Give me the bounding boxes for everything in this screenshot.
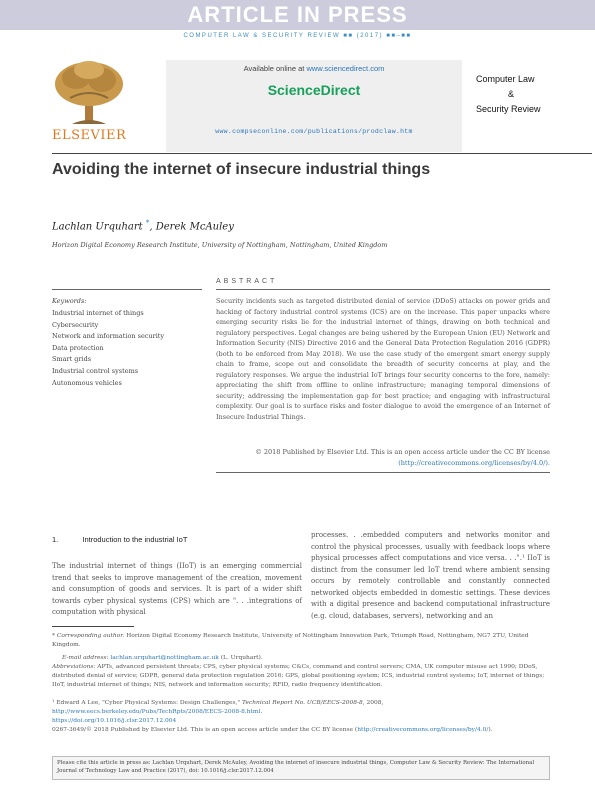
body-column-right: processes. . .embedded computers and networks monitor and control the physical processes, usually with feedback loops where physical processes affect computations and vice versa. . .".¹ IIoT is distinct from the consumer led IoT trend where ambient sensing occurs by remotely controllable and constantly connected networked objects embedded in domestic settings. These devices with a digital presence and backend computational infrastructure (e.g. cloud, databases, servers), networking and an: [311, 531, 550, 620]
doi-line: [52, 717, 550, 726]
issn-line: [52, 726, 550, 735]
affiliation: Horizon Digital Economy Research Institute, University of Nottingham, Nottingham, United Kingdom: [52, 241, 388, 249]
keywords-rule: [52, 289, 202, 290]
available-online: [166, 64, 462, 73]
keyword: Industrial control systems: [52, 366, 139, 375]
footnote-1-link[interactable]: http://www.eecs.berkeley.edu/Pubs/TechRpts/2008/EECS-2008-8.html: [52, 709, 261, 715]
corresponding-label: * Corresponding author.: [52, 633, 125, 639]
keyword: Industrial internet of things: [52, 309, 144, 317]
journal-homepage-link[interactable]: www.compseconline.com/publications/prodclaw.htm: [215, 128, 413, 135]
keyword: Network and information security: [52, 332, 165, 341]
email-footnote: [52, 654, 550, 663]
author-list: [52, 219, 234, 232]
keywords-heading: Keywords:: [52, 297, 87, 305]
abstract-end-rule: [216, 472, 550, 473]
abbreviations-text: APTs, advanced persistent threats; CPS, cyber physical systems; C&Cs, command and control servers; CMA, UK computer misuse act 1990; DDoS, distributed denial of service; GDPR, general data protection regulation 2016; GPS, global positioning system; ICS, industrial control systems; IoT, internet of things; IIoT, industrial internet of things; NIS, network and information security; RFID, radio frequency identification.: [52, 664, 545, 688]
issn-end: ).: [488, 727, 493, 733]
keyword: Cybersecurity: [52, 320, 99, 329]
section-title: Introduction to the industrial IoT: [82, 535, 188, 544]
header-box: [166, 60, 462, 152]
corresponding-footnote: [52, 632, 550, 650]
abbreviations-label: Abbreviations:: [52, 664, 96, 670]
keyword: Smart grids: [52, 355, 92, 364]
citation-box: Please cite this article in press as: Lachlan Urquhart, Derek McAuley, Avoiding the internet of insecure industrial things, Computer Law & Security Review: The International Journal of Technology Law and Practice (2017), doi: 10.1016/j.clsr.2017.12.004: [52, 756, 550, 780]
email-suffix: (L. Urquhart).: [218, 655, 263, 661]
journal-running-head: COMPUTER LAW & SECURITY REVIEW ■■ (2017) ■■–■■: [183, 33, 412, 39]
journal-name-line2: &: [508, 89, 515, 99]
journal-name-line1: Computer Law: [476, 74, 535, 84]
copyright-line: © 2018 Published by Elsevier Ltd. This is an open access article under the CC BY license: [255, 448, 550, 456]
sciencedirect-link[interactable]: www.sciencedirect.com: [306, 64, 385, 73]
article-title: Avoiding the internet of insecure industrial things: [52, 161, 431, 178]
journal-name: [476, 72, 586, 117]
email-label: E-mail address:: [62, 655, 111, 661]
section-number: 1.: [52, 535, 59, 544]
keyword: Autonomous vehicles: [52, 378, 122, 387]
publisher-wordmark: ELSEVIER: [52, 128, 127, 143]
issn-text: 0267-3649/© 2018 Published by Elsevier Ltd. This is an open access article under the CC BY license (: [52, 727, 358, 733]
sciencedirect-logo: ScienceDirect: [267, 82, 361, 98]
corresponding-address: Horizon Digital Economy Research Institute, University of Nottingham Innovation Park, Triumph Road, Nottingham, NG7 2TU, United Kingdom.: [52, 633, 529, 648]
elsevier-tree-logo: [52, 58, 126, 128]
abstract-text: Security incidents such as targeted distributed denial of service (DDoS) attacks on power grids and hacking of factory industrial control systems (ICS) are on the increase. This paper unpacks where emerging security risks lie for the industrial internet of things, drawing on both technical and regulatory perspectives. Legal changes are being ushered by the European Union (EU) Network and Information Security (NIS) Directive 2016 and the General Data Protection Regulation 2016 (GDPR) (both to be enforced from May 2018). We use the case study of the emergent smart energy supply chain to frame, scope out and consolidate the breadth of security concerns at play, and the regulatory responses. We argue the industrial IoT brings four security concerns to the fore, namely: appreciating the shift from offline to online infrastructure; managing temporal dimensions of security; addressing the implementation gap for best practice; and engaging with infrastructural complexity. Our goal is to surface risks and foster dialogue to avoid the emergence of an Internet of Insecure Industrial Things.: [216, 297, 550, 421]
abstract-copyright: [216, 447, 550, 468]
email-link[interactable]: lachlan.urquhart@nottingham.ac.uk: [110, 655, 219, 661]
corresponding-mark[interactable]: *: [145, 219, 150, 227]
footnote-1-text: ¹ Edward A Lee, "Cyber Physical Systems: Design Challenges,": [52, 700, 242, 706]
abstract-heading: ABSTRACT: [216, 278, 278, 285]
keyword: Data protection: [52, 343, 104, 352]
footnote-rule: [52, 626, 134, 627]
footnote-1-report: Technical Report No. UCB/EECS-2008-8: [241, 700, 363, 706]
available-prefix: Available online at: [243, 64, 307, 73]
footnote-1: [52, 699, 550, 717]
body-column-left: The industrial internet of things (IIoT) is an emerging commercial trend that seeks to improve management of the creation, movement and consumption of goods and services. It is part of a wider shift towards cyber physical systems (CPS) which are ". . .integrations of computation with physical: [52, 562, 302, 616]
author-1[interactable]: Lachlan Urquhart: [52, 221, 143, 233]
journal-name-line3: Security Review: [476, 104, 541, 114]
footnote-1-end: .: [260, 709, 263, 715]
banner-title: ARTICLE IN PRESS: [187, 2, 408, 27]
header-rule: [52, 153, 592, 154]
article-in-press-banner: [0, 0, 595, 30]
footnote-1-year: , 2008,: [362, 700, 384, 706]
abbreviations-footnote: [52, 663, 550, 690]
abstract-rule: [216, 289, 550, 290]
keywords-list: [52, 308, 202, 389]
issn-license-link[interactable]: http://creativecommons.org/licenses/by/4.0/: [357, 727, 489, 733]
doi-link[interactable]: https://doi.org/10.1016/j.clsr.2017.12.004: [52, 718, 177, 724]
license-link[interactable]: (http://creativecommons.org/licenses/by/4.0/).: [398, 458, 550, 467]
section-heading: [52, 535, 187, 544]
author-2[interactable]: , Derek McAuley: [149, 221, 234, 233]
